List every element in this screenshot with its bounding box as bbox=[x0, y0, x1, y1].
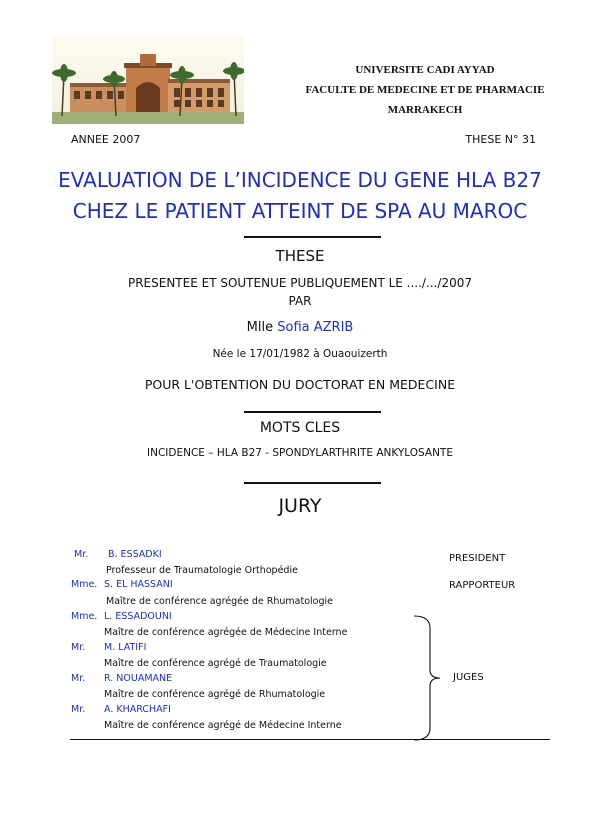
member-title: Mr. bbox=[74, 549, 89, 560]
degree-purpose: POUR L'OBTENTION DU DOCTORAT EN MEDECINE bbox=[144, 377, 456, 392]
member-name: M. LATIFI bbox=[104, 642, 147, 653]
divider-2 bbox=[244, 411, 381, 413]
thesis-number: THESE N° 31 bbox=[465, 133, 536, 146]
member-title: Mr. bbox=[71, 642, 86, 653]
role-juges: JUGES bbox=[453, 672, 484, 683]
thesis-title-line2: CHEZ LE PATIENT ATTEINT DE SPA AU MAROC bbox=[72, 199, 528, 223]
keywords-list: INCIDENCE – HLA B27 - SPONDYLARTHRITE ANKYLOSANTE bbox=[147, 447, 453, 459]
thesis-title-line1: EVALUATION DE L’INCIDENCE DU GENE HLA B27 bbox=[58, 168, 542, 192]
member-name: A. KHARCHAFI bbox=[104, 704, 171, 715]
faculty-building-image bbox=[52, 36, 244, 124]
member-name: S. EL HASSANI bbox=[104, 579, 173, 590]
divider-3 bbox=[244, 482, 381, 484]
jury-heading: JURY bbox=[278, 495, 322, 517]
divider-1 bbox=[244, 236, 381, 238]
birth-info: Née le 17/01/1982 à Ouaouizerth bbox=[212, 348, 388, 360]
author-line bbox=[0, 320, 600, 335]
author-honorific: Mlle bbox=[246, 320, 274, 335]
judges-brace bbox=[412, 614, 442, 742]
member-name: R. NOUAMANE bbox=[104, 673, 173, 684]
member-name: B. ESSADKI bbox=[108, 549, 162, 560]
role-rapporteur: RAPPORTEUR bbox=[449, 580, 516, 591]
member-description: Maître de conférence agrégé de Traumatologie bbox=[104, 658, 327, 669]
bottom-rule bbox=[70, 739, 550, 740]
member-description: Maître de conférence agrégé de Rhumatologie bbox=[104, 689, 326, 700]
faculty-name: FACULTE DE MEDECINE ET DE PHARMACIE bbox=[305, 84, 545, 96]
member-title: Mme. bbox=[71, 579, 98, 590]
keywords-heading: MOTS CLES bbox=[259, 420, 341, 436]
city-name: MARRAKECH bbox=[387, 104, 463, 116]
member-name: L. ESSADOUNI bbox=[104, 611, 172, 622]
role-president: PRESIDENT bbox=[449, 553, 506, 564]
member-title: Mme. bbox=[71, 611, 98, 622]
member-description: Maître de conférence agrégé de Médecine Interne bbox=[104, 720, 342, 731]
member-description: Maître de conférence agrégée de Médecine Interne bbox=[104, 627, 348, 638]
presentation-date: PRESENTEE ET SOUTENUE PUBLIQUEMENT LE ..../.../2007 bbox=[127, 276, 473, 290]
university-name: UNIVERSITE CADI AYYAD bbox=[355, 64, 495, 76]
these-heading: THESE bbox=[275, 247, 325, 265]
member-title: Mr. bbox=[71, 673, 86, 684]
author-name: Sofia AZRIB bbox=[277, 320, 354, 335]
member-description: Professeur de Traumatologie Orthopédie bbox=[106, 565, 298, 576]
member-description: Maître de conférence agrégée de Rhumatologie bbox=[106, 596, 333, 607]
par-label: PAR bbox=[288, 294, 312, 308]
member-title: Mr. bbox=[71, 704, 86, 715]
thesis-year: ANNEE 2007 bbox=[71, 133, 141, 146]
